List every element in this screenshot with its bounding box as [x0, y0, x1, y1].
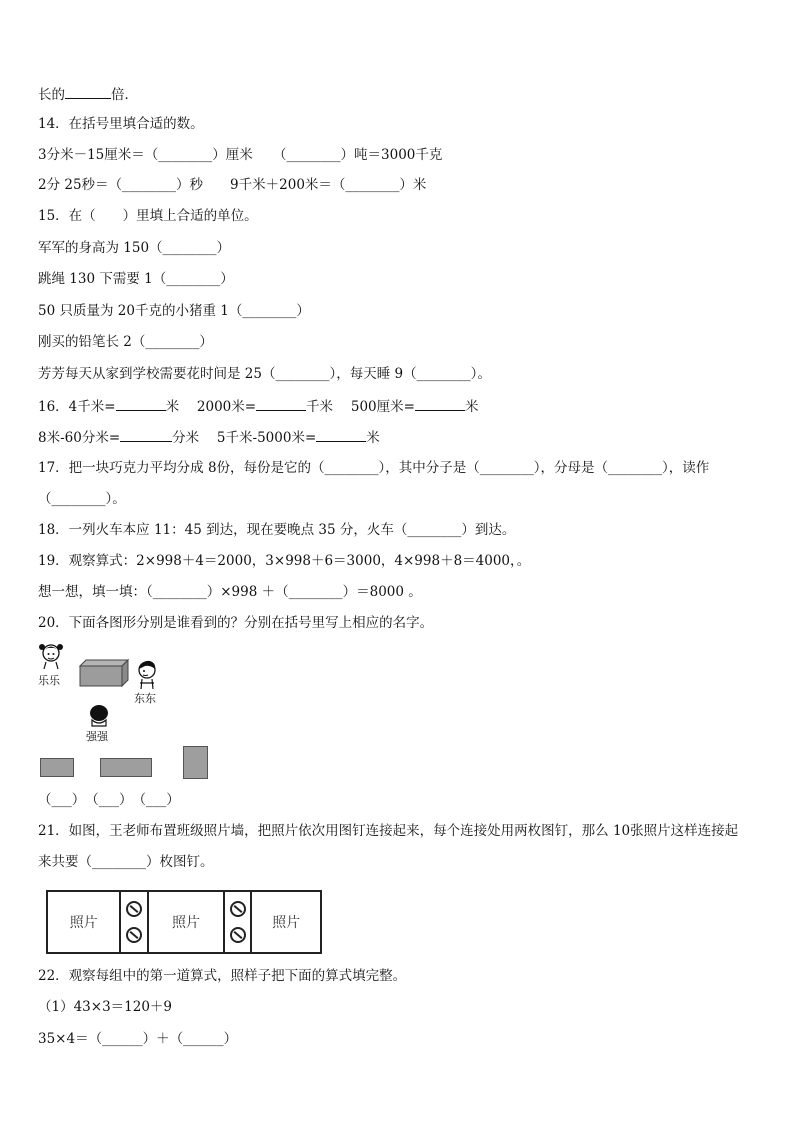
- q22-line-a: （1）43×3＝120＋9: [38, 999, 173, 1015]
- pin-joint-1: [119, 892, 149, 952]
- pin-icon: [230, 927, 246, 943]
- q16-a-text4: 米: [464, 399, 479, 415]
- q17-line-a: 17．把一块巧克力平均分成 8份，每份是它的（________），其中分子是（________），分母是（________），读作: [38, 460, 710, 476]
- q16-line-a: [38, 396, 478, 416]
- q16-blank-4[interactable]: [120, 427, 172, 442]
- q21-line-a: 21．如图，王老师布置班级照片墙，把照片依次用图钉连接起来，每个连接处用两枚图钉，那么 10张照片这样连接起: [38, 823, 739, 839]
- q15-line-c: 50 只质量为 20千克的小猪重 1（________）: [38, 303, 310, 319]
- q16-a-text1: 16．4千米=: [38, 399, 116, 415]
- boy-dongdong-icon: [134, 658, 160, 690]
- q20-answer-blanks[interactable]: （___） （___） （___）: [38, 792, 180, 808]
- q16-line-b: [38, 427, 380, 447]
- photo-2: 照片: [171, 915, 200, 931]
- q20-title: 20．下面各图形分别是谁看到的？分别在括号里写上相应的名字。: [38, 615, 434, 631]
- q14-line-b: 2分 25秒＝（________）秒 9千米＋200米＝（________）米: [38, 177, 427, 193]
- q16-blank-1[interactable]: [116, 396, 166, 411]
- label-lele: 乐乐: [38, 674, 60, 687]
- q17-line-b: （________）。: [38, 491, 126, 507]
- q22-title: 22．观察每组中的第一道算式，照样子把下面的算式填完整。: [38, 968, 407, 984]
- q15-line-a: 军军的身高为 150（________）: [38, 240, 231, 256]
- q15-line-d: 刚买的铅笔长 2（________）: [38, 334, 213, 350]
- q13-tail-line: [38, 84, 138, 104]
- q16-blank-5[interactable]: [316, 427, 366, 442]
- boy-qiangqiang-icon: [86, 702, 112, 728]
- q13-tail-text-a: 长的: [38, 87, 65, 103]
- q16-blank-3[interactable]: [415, 396, 465, 411]
- photo-3: 照片: [272, 915, 301, 931]
- q16-b-text1: 8米-60分米=: [38, 430, 121, 446]
- q13-tail-text-b: 倍．: [111, 87, 138, 103]
- q16-a-text3: 千米 500厘米=: [306, 399, 415, 415]
- pin-joint-2: [223, 892, 253, 952]
- q15-line-e: 芳芳每天从家到学校需要花时间是 25（________），每天睡 9（________）。: [38, 366, 491, 382]
- q15-line-b: 跳绳 130 下需要 1（________）: [38, 271, 234, 287]
- q22-line-b: 35×4＝（______）＋（______）: [38, 1031, 238, 1047]
- q14-title: 14．在括号里填合适的数。: [38, 116, 204, 132]
- view-long-rect: [100, 758, 152, 777]
- photo-1: 照片: [69, 915, 98, 931]
- q20-figure: [34, 640, 254, 790]
- q13-blank[interactable]: [65, 84, 111, 99]
- q14-line-a: 3分米－15厘米＝（________）厘米 （________）吨＝3000千克: [38, 147, 443, 163]
- cuboid-shape: [78, 658, 130, 688]
- q19-line-b: 想一想，填一填：（________）×998 ＋（________）＝8000 。: [38, 584, 422, 600]
- q16-a-text2: 米 2000米=: [165, 399, 257, 415]
- q16-blank-2[interactable]: [256, 396, 306, 411]
- q16-b-text2: 分米 5千米-5000米=: [172, 430, 317, 446]
- pin-icon: [230, 901, 246, 917]
- label-dongdong: 东东: [134, 692, 156, 705]
- q16-b-text3: 米: [366, 430, 380, 446]
- girl-lele-icon: [38, 640, 64, 670]
- pin-icon: [126, 927, 142, 943]
- q19-line-a: 19．观察算式：2×998＋4＝2000，3×998＋6＝3000，4×998＋8＝4000，。: [38, 553, 531, 569]
- view-small-rect: [40, 758, 74, 777]
- photo-wall-figure: [46, 890, 322, 954]
- q15-title: 15．在（ ）里填上合适的单位。: [38, 208, 258, 224]
- label-qiangqiang: 强强: [86, 730, 108, 743]
- q21-line-b: 来共要（________）枚图钉。: [38, 854, 214, 870]
- q18-line: 18．一列火车本应 11：45 到达，现在要晚点 35 分，火车（________）到达。: [38, 522, 516, 538]
- pin-icon: [126, 901, 142, 917]
- view-tall-rect: [183, 746, 208, 779]
